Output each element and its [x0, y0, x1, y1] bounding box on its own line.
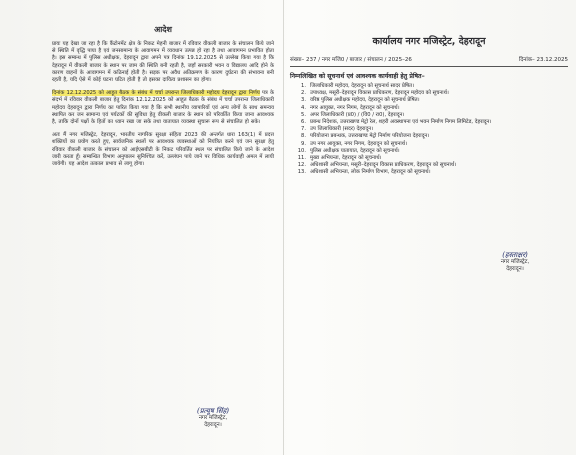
distribution-item — [290, 97, 568, 104]
signature-place: देहरादून। — [506, 266, 524, 272]
page-fold — [283, 0, 284, 455]
distribution-page — [290, 34, 568, 177]
distribution-item-text: वरिष्ठ पुलिस अधीक्षक महोदय, देहरादून को सूचनार्थ प्रेषित। — [310, 97, 420, 104]
distribution-item-number: 9. — [301, 140, 306, 147]
distribution-item-text: उप जिलाधिकारी (सदर) देहरादून। — [310, 126, 374, 133]
reference-number: संख्या– 237 / नगर मजि0 / बाजार / संचालन / 2025–26 — [290, 57, 412, 63]
signature-scribble: (प्रत्यूष सिंह) — [196, 407, 230, 415]
distribution-item-number: 11. — [297, 155, 306, 162]
signature-scribble: (हस्ताक्षर) — [502, 251, 528, 259]
reference-date: दिनांक– 23.12.2025 — [518, 57, 568, 63]
distribution-item — [290, 105, 568, 112]
signature-title: नगर मजिस्ट्रेट, — [500, 259, 530, 265]
office-title: कार्यालय नगर मजिस्ट्रेट, देहरादून — [372, 36, 486, 47]
highlighted-text: दिनांक 12.12.2025 को आहूत बैठक के संबंध में चर्चा उपरान्त जिलाधिकारी महोदय देहरादून द्वारा निर्णय — [52, 90, 260, 97]
distribution-item-text: अधिशासी अभियन्ता, मसूरी–देहरादून विकास प्राधिकरण, देहरादून को सूचनार्थ। — [310, 162, 457, 169]
distribution-heading: निम्नलिखित को सूचनार्थ एवं आवश्यक कार्यवाही हेतु प्रेषित– — [290, 73, 425, 80]
distribution-item-number: 12. — [297, 162, 306, 169]
distribution-item-text: पुलिस अधीक्षक यातायात, देहरादून को सूचनार्थ। — [310, 147, 400, 154]
distribution-item-text: अपर जिलाधिकारी (प्र0) / (वि0 / रा0), देहरादून। — [310, 111, 405, 118]
order-paragraph-1: प्रायः यह देखा जा रहा है कि कैंटोनमेंट क्षेत्र के निकट मेहनी बाजार में रविवार वीकली बाजार के संचालन किये जाने से स्थिति में वृद्धि पाया है एवं जनसामान्य के आवागमन में व्यवधान उत्पन्न हो रहा है तथा आवागमन प्रभावित होता है। इस सम्बन्ध में पुलिस अधीक्षक, देहरादून द्वारा अपने पत्र दिनांक 19.12.2025 से उल्लेख किया गया है कि देहरादून में वीकली बाजार के स्थान पर जाम की स्थिति बनी रहती है, जहाँ सरकारी भवन व विद्यालय आदि होने के कारण वाहनों के आवागमन में कठिनाई होती है। सड़क पर अवैध अतिक्रमण के कारण दुर्घटना की संभावना बनी रहती है, यदि ऐसे में कोई घटना घटित होती है तो इसका दायित्व प्रशासन का होगा। — [52, 41, 274, 84]
signature-title: नगर मजिस्ट्रेट, — [198, 415, 228, 421]
distribution-item — [290, 169, 568, 176]
distribution-item-text: उपाध्यक्ष, मसूरी–देहरादून विकास प्राधिकरण, देहरादून महोदय को सूचनार्थ। — [310, 90, 449, 97]
distribution-item-number: 10. — [297, 147, 306, 154]
distribution-item-text: उप नगर आयुक्त, नगर निगम, देहरादून को सूचनार्थ। — [310, 140, 408, 147]
distribution-item-number: 7. — [301, 126, 306, 133]
distribution-item-number: 2. — [301, 90, 306, 97]
distribution-item-number: 3. — [301, 97, 306, 104]
distribution-item — [290, 148, 568, 155]
distribution-item-number: 13. — [297, 169, 306, 176]
distribution-item-number: 5. — [301, 111, 306, 118]
distribution-item-number: 8. — [301, 133, 306, 140]
distribution-item — [290, 133, 568, 140]
distribution-item-text: परियोजना प्रबन्धक, उत्तराखण्ड मेट्रो निर्माण परियोजना देहरादून। — [310, 133, 430, 140]
order-paragraph-2 — [52, 90, 274, 126]
right-signature-block — [470, 252, 560, 273]
distribution-item-text: अधिशासी अभियन्ता, लोक निर्माण विभाग, देहरादून को सूचनार्थ। — [310, 169, 431, 176]
distribution-list — [290, 83, 568, 177]
order-page — [52, 24, 274, 174]
distribution-item — [290, 141, 568, 148]
distribution-item-number: 1. — [301, 83, 306, 89]
distribution-item-text: प्रबन्ध निदेशक, उत्तराखण्ड मेट्रो रेल, शहरी अवस्थापना एवं भवन निर्माण निगम लिमिटेड, देहरादून। — [310, 119, 492, 126]
reference-line — [290, 55, 568, 67]
distribution-item-text: मुख्य अभियन्ता, देहरादून को सूचनार्थ। — [310, 155, 382, 162]
order-heading: आदेश — [154, 25, 172, 34]
order-paragraph-2-text: पत्र के संदर्भ में रविवार वीकली बाजार हेतु दिनांक 12.12.2025 को आहूत बैठक के संबंध में चर्चा उपरान्त जिलाधिकारी महोदय देहरादून द्वारा निर्णय का पारित किया गया है कि सभी स्थानीय व्यापारियों एवं अन्य लोगों के साथ समन्वय स्थापित कर जन सामान्य एवं पर्यटकों की सुविधा हेतु वीकली बाजार के स्थान को परिवर्तित किया जाना आवश्यक है, ताकि दोनों पक्षों के हितों का ध्यान रखा जा सके तथा यातायात व्यवस्था सुचारू रूप से संचालित हो सके। — [52, 90, 274, 126]
signature-place: देहरादून। — [204, 422, 222, 428]
order-paragraph-3: अतः मैं नगर मजिस्ट्रेट, देहरादून, भारतीय नागरिक सुरक्षा संहिता 2023 की अन्तर्गत धारा 163(1) में प्रदत्त शक्तियों का प्रयोग करते हुए, सार्वजनिक स्थलों पर आवश्यक व्यवस्थाओं को नियंत्रित करने एवं जन सुरक्षा हेतु रविवार वीकली बाजार के संचालन को आईएसबीटी के निकट परिवर्तित स्थल पर संचालित किये जाने के आदेश जारी करता हूँ। सम्बन्धित विभाग अनुपालन सुनिश्चित करें, उल्लंघन पाये जाने पर विधिक कार्यवाही अमल में लायी जायेगी। यह आदेश तत्काल प्रभाव से लागू होगा। — [52, 132, 274, 168]
distribution-item-number: 4. — [301, 104, 306, 111]
distribution-item — [290, 112, 568, 119]
distribution-item-text: जिलाधिकारी महोदय, देहरादून को सूचनार्थ सादर प्रेषित। — [310, 83, 415, 89]
distribution-item-number: 6. — [301, 119, 306, 126]
left-signature-block — [168, 408, 258, 429]
distribution-item-text: नगर आयुक्त, नगर निगम, देहरादून को सूचनार्थ। — [310, 104, 400, 111]
